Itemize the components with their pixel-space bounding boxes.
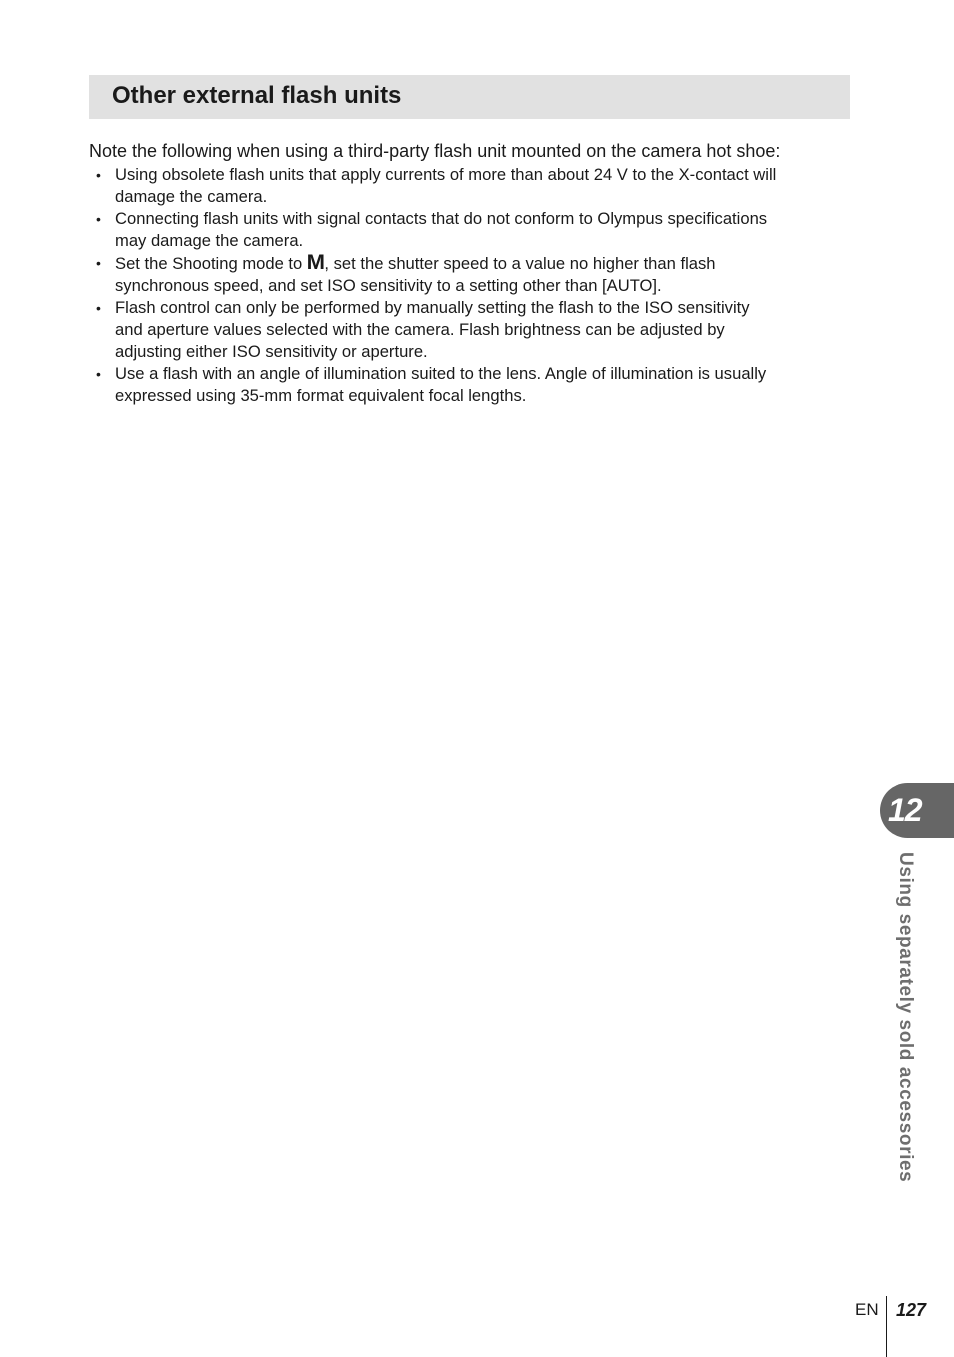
- manual-mode-icon: M: [306, 251, 325, 274]
- bullet-text-line: damage the camera.: [115, 187, 268, 206]
- bullet-item-obsolete-flash: [89, 164, 851, 208]
- bullet-text-line: adjusting either ISO sensitivity or aperture.: [115, 342, 428, 361]
- bullet-text-line: may damage the camera.: [115, 231, 304, 250]
- bullet-symbol: •: [96, 366, 101, 382]
- bullet-item-angle-of-illumination: [89, 363, 851, 407]
- footer-language: EN: [855, 1300, 879, 1319]
- bullet-item-signal-contacts: [89, 208, 851, 252]
- bullet-text-line: Flash control can only be performed by manually setting the flash to the ISO sensitivity: [115, 298, 750, 317]
- chapter-number: 12: [888, 792, 922, 828]
- bullet-symbol: •: [96, 167, 101, 183]
- section-title: Other external flash units: [112, 82, 402, 109]
- bullet-text-line: and aperture values selected with the camera. Flash brightness can be adjusted by: [115, 320, 725, 339]
- bullet-symbol: •: [96, 255, 101, 271]
- bullet-text-line: [115, 252, 851, 275]
- bullet-text-line: expressed using 35-mm format equivalent focal lengths.: [115, 386, 527, 405]
- page-number: 127: [896, 1300, 927, 1320]
- bullet-text-line: Connecting flash units with signal contacts that do not conform to Olympus specifications: [115, 209, 768, 228]
- bullet-item-flash-control: [89, 297, 851, 363]
- intro-paragraph: Note the following when using a third-party flash unit mounted on the camera hot shoe:: [89, 141, 781, 161]
- section-header: [89, 75, 850, 119]
- bullet-symbol: •: [96, 211, 101, 227]
- chapter-title-vertical: Using separately sold accessories: [895, 852, 916, 1183]
- bullet-text-segment: Set the Shooting mode to: [115, 254, 307, 273]
- bullet-list: [89, 164, 851, 407]
- bullet-item-shooting-mode: [89, 252, 851, 297]
- bullet-text-segment: , set the shutter speed to a value no higher than flash: [324, 254, 716, 273]
- chapter-tab: [880, 783, 954, 838]
- bullet-text-line: synchronous speed, and set ISO sensitivity to a setting other than [AUTO].: [115, 276, 662, 295]
- bullet-text-line: Use a flash with an angle of illumination suited to the lens. Angle of illumination is usually: [115, 364, 767, 383]
- bullet-text-line: Using obsolete flash units that apply currents of more than about 24 V to the X-contact will: [115, 165, 777, 184]
- bullet-symbol: •: [96, 300, 101, 316]
- footer-divider: [886, 1296, 887, 1357]
